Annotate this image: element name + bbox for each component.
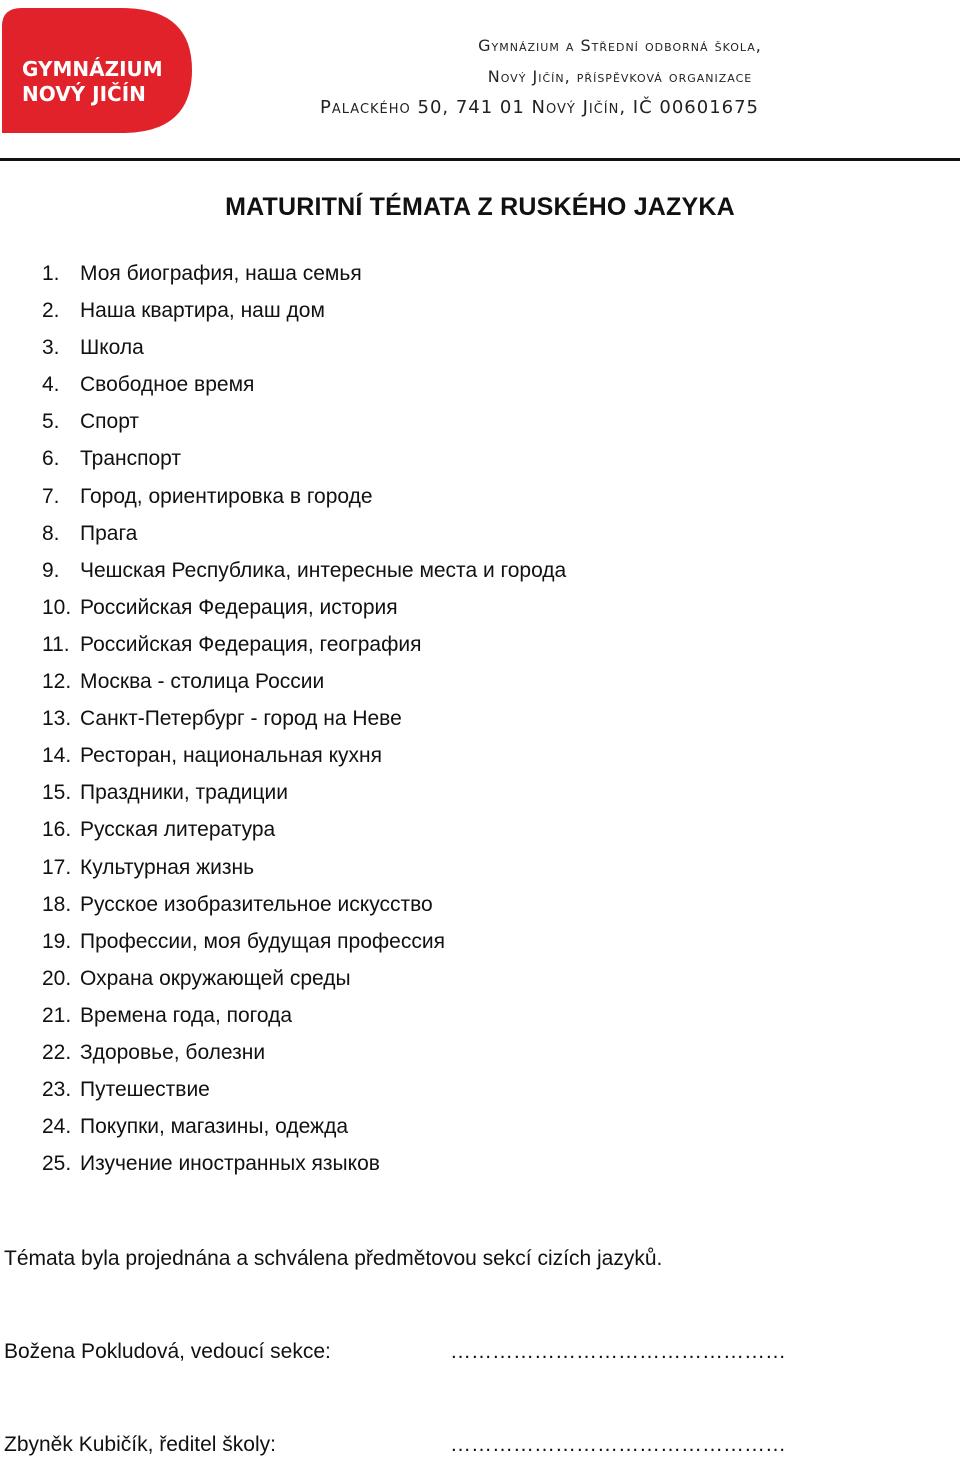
topic-text: Покупки, магазины, одежда	[80, 1115, 349, 1139]
topic-item	[42, 1110, 566, 1147]
topic-item	[42, 1036, 566, 1073]
topic-item	[42, 739, 566, 776]
topic-item	[42, 368, 566, 405]
topic-number: 6.	[42, 447, 60, 471]
topic-number: 2.	[42, 299, 60, 323]
topic-number: 21.	[42, 1003, 72, 1027]
topic-text: Город, ориентировка в городе	[80, 484, 373, 508]
topic-text: Российская Федерация, история	[80, 595, 398, 619]
topic-item	[42, 925, 566, 962]
topic-list	[42, 257, 566, 1184]
topic-text: Наша квартира, наш дом	[80, 299, 325, 323]
topic-item	[42, 331, 566, 368]
topic-number: 19.	[42, 929, 72, 953]
topic-number: 13.	[42, 707, 72, 731]
topic-item	[42, 888, 566, 925]
topic-text: Праздники, традиции	[80, 781, 289, 805]
logo-text-1: GYMNÁZIUM	[22, 57, 163, 81]
signature-label-director: Zbyněk Kubičík, ředitel školy:	[4, 1433, 276, 1456]
topic-item	[42, 628, 566, 665]
topic-number: 22.	[42, 1040, 72, 1064]
school-logo	[2, 8, 192, 133]
topic-item	[42, 480, 566, 517]
topic-item	[42, 813, 566, 850]
topic-item	[42, 257, 566, 294]
signature-label-section-head: Božena Pokludová, vedoucí sekce:	[4, 1340, 331, 1363]
topic-item	[42, 517, 566, 554]
school-address-line: Palackého 50, 741 01 Nový Jičín, IČ 00601675	[320, 97, 760, 118]
topic-item	[42, 665, 566, 702]
topic-number: 18.	[42, 892, 72, 916]
signature-line-director: …………………………………………	[450, 1433, 786, 1456]
topic-text: Прага	[80, 521, 138, 545]
topic-text: Профессии, моя будущая профессия	[80, 929, 445, 953]
topic-item	[42, 776, 566, 813]
topic-number: 24.	[42, 1115, 72, 1139]
topic-text: Русская литература	[80, 818, 276, 842]
topic-text: Транспорт	[80, 447, 181, 471]
topic-text: Санкт-Петербург - город на Неве	[80, 707, 402, 731]
topic-text: Свободное время	[80, 373, 255, 397]
topic-number: 8.	[42, 521, 60, 545]
document-title: MATURITNÍ TÉMATA Z RUSKÉHO JAZYKA	[225, 193, 735, 221]
topic-text: Изучение иностранных языков	[80, 1152, 380, 1176]
topic-number: 25.	[42, 1152, 72, 1176]
signature-line-section-head: …………………………………………	[450, 1340, 786, 1363]
topic-item	[42, 1147, 566, 1184]
topic-number: 11.	[42, 632, 70, 656]
topic-item	[42, 591, 566, 628]
topic-text: Москва - столица России	[80, 670, 325, 694]
topic-number: 20.	[42, 966, 72, 990]
topic-text: Спорт	[80, 410, 140, 434]
topic-item	[42, 294, 566, 331]
topic-number: 23.	[42, 1078, 72, 1102]
topic-number: 4.	[42, 373, 60, 397]
topic-number: 10.	[42, 595, 72, 619]
topic-item	[42, 1073, 566, 1110]
topic-item	[42, 554, 566, 591]
topic-text: Здоровье, болезни	[80, 1040, 266, 1064]
school-name-line: Gymnázium a Střední odborná škola,	[478, 36, 762, 55]
topic-number: 14.	[42, 744, 72, 768]
topic-text: Культурная жизнь	[80, 855, 255, 879]
topic-text: Школа	[80, 336, 144, 360]
topic-text: Путешествие	[80, 1078, 210, 1102]
topic-text: Моя биография, наша семья	[80, 262, 362, 285]
topic-item	[42, 702, 566, 739]
topic-text: Российская Федерация, география	[80, 632, 422, 656]
approval-note: Témata byla projednána a schválena předmětovou sekcí cizích jazyků.	[4, 1247, 663, 1270]
topic-item	[42, 962, 566, 999]
topic-text: Чешская Республика, интересные места и города	[80, 558, 567, 582]
topic-number: 15.	[42, 781, 72, 805]
topic-item	[42, 405, 566, 442]
topic-number: 16.	[42, 818, 72, 842]
topic-text: Времена года, погода	[80, 1003, 293, 1027]
topic-item	[42, 999, 566, 1036]
topic-text: Охрана окружающей среды	[80, 966, 351, 990]
topic-number: 3.	[42, 336, 60, 360]
topic-number: 17.	[42, 855, 72, 879]
topic-item	[42, 851, 566, 888]
topic-number: 1.	[42, 262, 60, 285]
topic-number: 9.	[42, 558, 60, 582]
logo-text-2: NOVÝ JIČÍN	[22, 82, 146, 106]
school-header	[300, 30, 940, 123]
topic-number: 5.	[42, 410, 60, 434]
topic-text: Русское изобразительное искусство	[80, 892, 433, 916]
topic-number: 12.	[42, 670, 72, 694]
topic-item	[42, 442, 566, 479]
topic-number: 7.	[42, 484, 60, 508]
header-divider	[0, 158, 960, 161]
school-org-line: Nový Jičín, příspěvková organizace	[487, 67, 753, 86]
school-logo-shape	[2, 8, 192, 133]
topic-text: Ресторан, национальная кухня	[80, 744, 383, 768]
